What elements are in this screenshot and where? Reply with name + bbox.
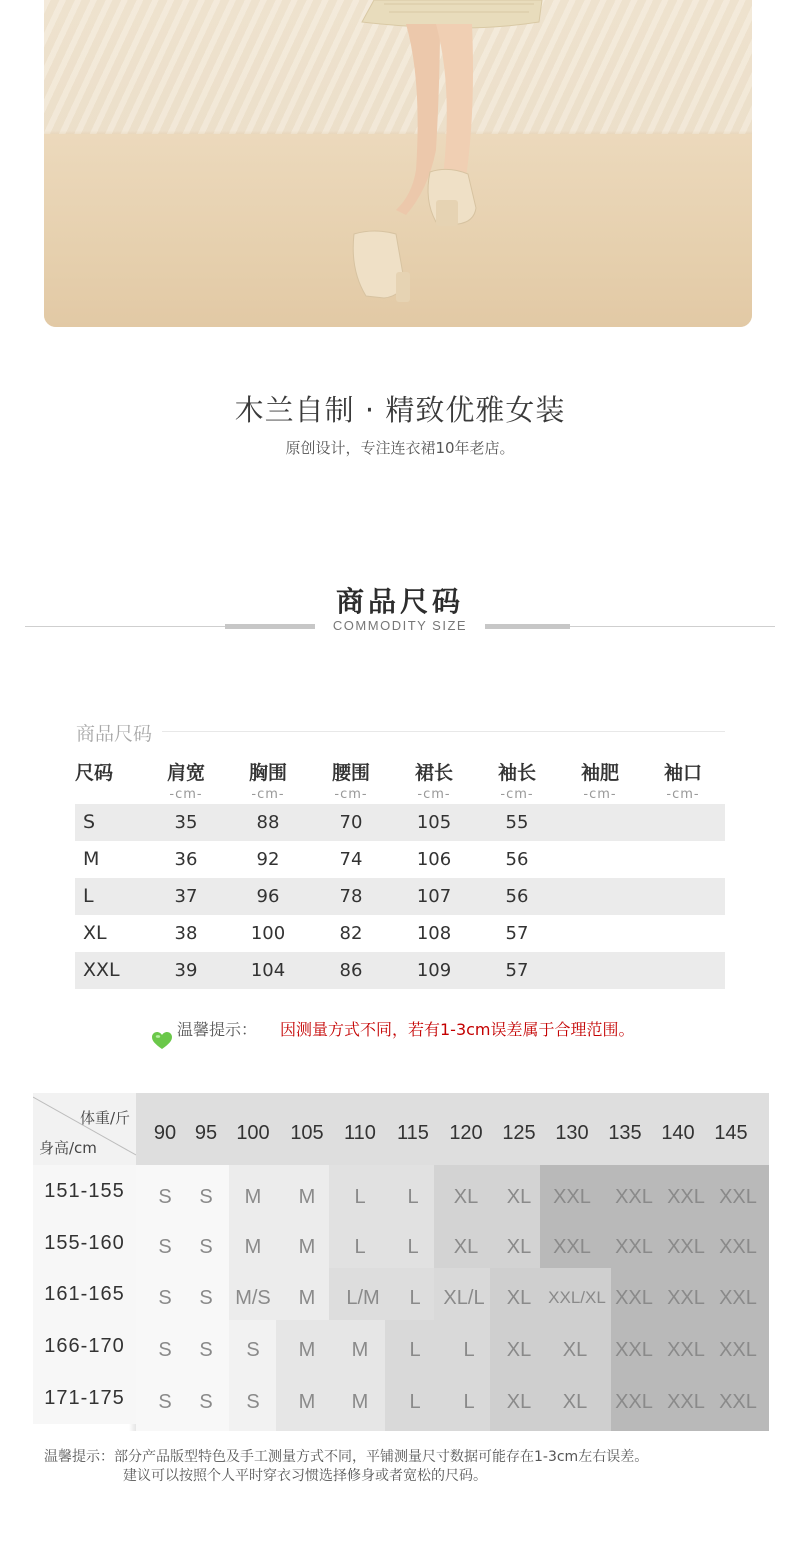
- table-cell: 55: [505, 812, 529, 833]
- size-cell: XXL: [719, 1391, 757, 1413]
- size-cell: S: [199, 1339, 213, 1361]
- size-cell: XL: [506, 1287, 532, 1309]
- size-cell: XXL: [615, 1339, 653, 1361]
- table-cell: XXL: [83, 959, 120, 981]
- column-unit: -cm-: [500, 787, 534, 802]
- weight-header: 100: [236, 1122, 270, 1144]
- table-cell: 108: [416, 923, 452, 944]
- intro-title: 木兰自制 · 精致优雅女装: [234, 393, 566, 427]
- height-header: 166-170: [33, 1320, 136, 1372]
- table-cell: [558, 878, 642, 915]
- table-cell: 57: [505, 923, 529, 944]
- column-unit: -cm-: [169, 787, 203, 802]
- height-header: 151-155: [33, 1165, 136, 1217]
- table-cell: 105: [416, 812, 452, 833]
- size-cell: XXL: [667, 1287, 705, 1309]
- column-unit: -cm-: [417, 787, 451, 802]
- weight-header: 130: [555, 1122, 589, 1144]
- size-cell: M: [351, 1391, 369, 1413]
- weight-header: 90: [153, 1122, 177, 1144]
- table-cell: [641, 804, 725, 841]
- size-cell: S: [158, 1339, 172, 1361]
- table-cell: 86: [339, 960, 363, 981]
- column-header: 尺码: [75, 762, 114, 784]
- size-cell: M/S: [235, 1287, 271, 1309]
- size-cell: M: [351, 1339, 369, 1361]
- weight-header: 105: [290, 1122, 324, 1144]
- size-cell: XXL: [719, 1186, 757, 1208]
- column-header: 袖口 -cm-: [641, 758, 725, 802]
- table-cell: L: [83, 885, 94, 907]
- column-header: 胸围 -cm-: [226, 758, 310, 802]
- table-cell: 57: [505, 960, 529, 981]
- size-cell: XL: [562, 1391, 588, 1413]
- table-row: [75, 952, 725, 989]
- size-cell: M: [298, 1339, 316, 1361]
- size-cell: XXL: [615, 1236, 653, 1258]
- size-cell: L: [354, 1186, 366, 1208]
- size-table-header: [75, 758, 725, 804]
- table-cell: 88: [256, 812, 280, 833]
- chart-corner: [33, 1093, 136, 1165]
- column-unit: -cm-: [666, 787, 700, 802]
- table-cell: [641, 841, 725, 878]
- table-cell: XL: [83, 922, 107, 944]
- size-cell: XXL: [667, 1186, 705, 1208]
- table-cell: 70: [339, 812, 363, 833]
- table-cell: 100: [250, 923, 286, 944]
- size-cell: XXL: [615, 1391, 653, 1413]
- size-cell: XL: [506, 1391, 532, 1413]
- section-subtitle: COMMODITY SIZE: [332, 618, 468, 633]
- table-cell: [558, 915, 642, 952]
- weight-header: 115: [397, 1122, 429, 1144]
- fit-chart: [33, 1093, 769, 1431]
- size-cell: L: [407, 1236, 419, 1258]
- size-cell: XL: [506, 1339, 532, 1361]
- column-header: 裙长 -cm-: [392, 758, 476, 802]
- table-cell: 106: [416, 849, 452, 870]
- size-cell: XL: [562, 1339, 588, 1361]
- table-cell: 37: [174, 886, 198, 907]
- model-legs-illustration: [44, 0, 752, 327]
- table-cell: 109: [416, 960, 452, 981]
- size-cell: XXL: [615, 1287, 653, 1309]
- size-cell: L: [409, 1391, 421, 1413]
- size-cell: XXL: [553, 1186, 591, 1208]
- size-cell: XXL: [719, 1287, 757, 1309]
- size-cell: M: [298, 1186, 316, 1208]
- weight-header: 120: [449, 1122, 483, 1144]
- size-cell: XXL: [719, 1339, 757, 1361]
- table-cell: 56: [505, 886, 529, 907]
- size-cell: S: [199, 1287, 213, 1309]
- heart-icon: [151, 1031, 173, 1051]
- size-cell: S: [246, 1391, 260, 1413]
- intro-subtitle: 原创设计，专注连衣裙10年老店。: [285, 439, 515, 457]
- table-cell: [558, 952, 642, 989]
- size-cell: L: [463, 1339, 475, 1361]
- table-cell: [641, 878, 725, 915]
- weight-header: 145: [714, 1122, 748, 1144]
- column-unit: -cm-: [251, 787, 285, 802]
- height-header: 171-175: [33, 1372, 136, 1424]
- column-header: 肩宽 -cm-: [144, 758, 228, 802]
- size-cell: S: [158, 1391, 172, 1413]
- table-cell: 38: [174, 923, 198, 944]
- footer-note-line2: 建议可以按照个人平时穿衣习惯选择修身或者宽松的尺码。: [123, 1468, 487, 1484]
- table-cell: 35: [174, 812, 198, 833]
- size-cell: L: [409, 1339, 421, 1361]
- size-cell: XXL: [667, 1236, 705, 1258]
- footer-note-line1: 温馨提示：部分产品版型特色及手工测量方式不同，平铺测量尺寸数据可能存在1-3cm左右误差。: [44, 1449, 649, 1465]
- size-cell: XXL: [615, 1186, 653, 1208]
- size-cell: XL/L: [443, 1287, 485, 1309]
- column-header: 腰围 -cm-: [309, 758, 393, 802]
- table-cell: [641, 915, 725, 952]
- size-cell: L: [407, 1186, 419, 1208]
- size-cell: XXL: [667, 1339, 705, 1361]
- table-cell: 92: [256, 849, 280, 870]
- size-cell: XL: [506, 1186, 532, 1208]
- table-cell: 56: [505, 849, 529, 870]
- size-table-caption-line: [162, 731, 725, 732]
- table-cell: 104: [250, 960, 286, 981]
- size-cell: S: [158, 1236, 172, 1258]
- weight-header: 110: [344, 1122, 376, 1144]
- table-row: [75, 915, 725, 952]
- table-cell: [558, 804, 642, 841]
- size-cell: XXL/XL: [548, 1288, 606, 1307]
- size-cell: L: [409, 1287, 421, 1309]
- table-row: [75, 878, 725, 915]
- weight-header: 135: [608, 1122, 642, 1144]
- column-header: 袖长 -cm-: [475, 758, 559, 802]
- height-header: 161-165: [33, 1268, 136, 1320]
- size-cell: M: [244, 1186, 262, 1208]
- size-cell: XL: [453, 1186, 479, 1208]
- column-header: 袖肥 -cm-: [558, 758, 642, 802]
- size-cell: XXL: [667, 1391, 705, 1413]
- size-cell: M: [298, 1391, 316, 1413]
- size-cell: M: [298, 1287, 316, 1309]
- column-unit: -cm-: [583, 787, 617, 802]
- table-row: [75, 841, 725, 878]
- size-cell: M: [298, 1236, 316, 1258]
- table-cell: 39: [174, 960, 198, 981]
- height-axis-label: 身高/cm: [39, 1139, 97, 1157]
- size-cell: XL: [453, 1236, 479, 1258]
- weight-header: 125: [502, 1122, 536, 1144]
- weight-axis-label: 体重/斤: [79, 1109, 130, 1127]
- size-cell: S: [199, 1391, 213, 1413]
- size-cell: S: [158, 1287, 172, 1309]
- size-cell: M: [244, 1236, 262, 1258]
- tip-label: 温馨提示：: [177, 1020, 258, 1039]
- product-photo: [44, 0, 752, 327]
- size-cell: XXL: [719, 1236, 757, 1258]
- size-cell: L: [354, 1236, 366, 1258]
- table-cell: 107: [416, 886, 452, 907]
- weight-header: 95: [194, 1122, 218, 1144]
- size-cell: S: [158, 1186, 172, 1208]
- table-cell: [641, 952, 725, 989]
- height-header: 155-160: [33, 1217, 136, 1269]
- tip-text: 因测量方式不同，若有1-3cm误差属于合理范围。: [280, 1020, 635, 1039]
- table-cell: 96: [256, 886, 280, 907]
- table-cell: 74: [339, 849, 363, 870]
- weight-header: 140: [661, 1122, 695, 1144]
- size-cell: L: [463, 1391, 475, 1413]
- size-cell: S: [199, 1236, 213, 1258]
- size-cell: L/M: [346, 1287, 380, 1309]
- size-cell: S: [199, 1186, 213, 1208]
- table-row: [75, 804, 725, 841]
- table-cell: M: [83, 848, 100, 870]
- size-cell: XXL: [553, 1236, 591, 1258]
- table-cell: 82: [339, 923, 363, 944]
- size-cell: XL: [506, 1236, 532, 1258]
- table-cell: [558, 841, 642, 878]
- size-cell: S: [246, 1339, 260, 1361]
- size-table-caption: 商品尺码: [76, 723, 153, 745]
- table-cell: 36: [174, 849, 198, 870]
- table-cell: 78: [339, 886, 363, 907]
- table-cell: S: [83, 811, 96, 833]
- section-title: 商品尺码: [335, 585, 464, 618]
- column-unit: -cm-: [334, 787, 368, 802]
